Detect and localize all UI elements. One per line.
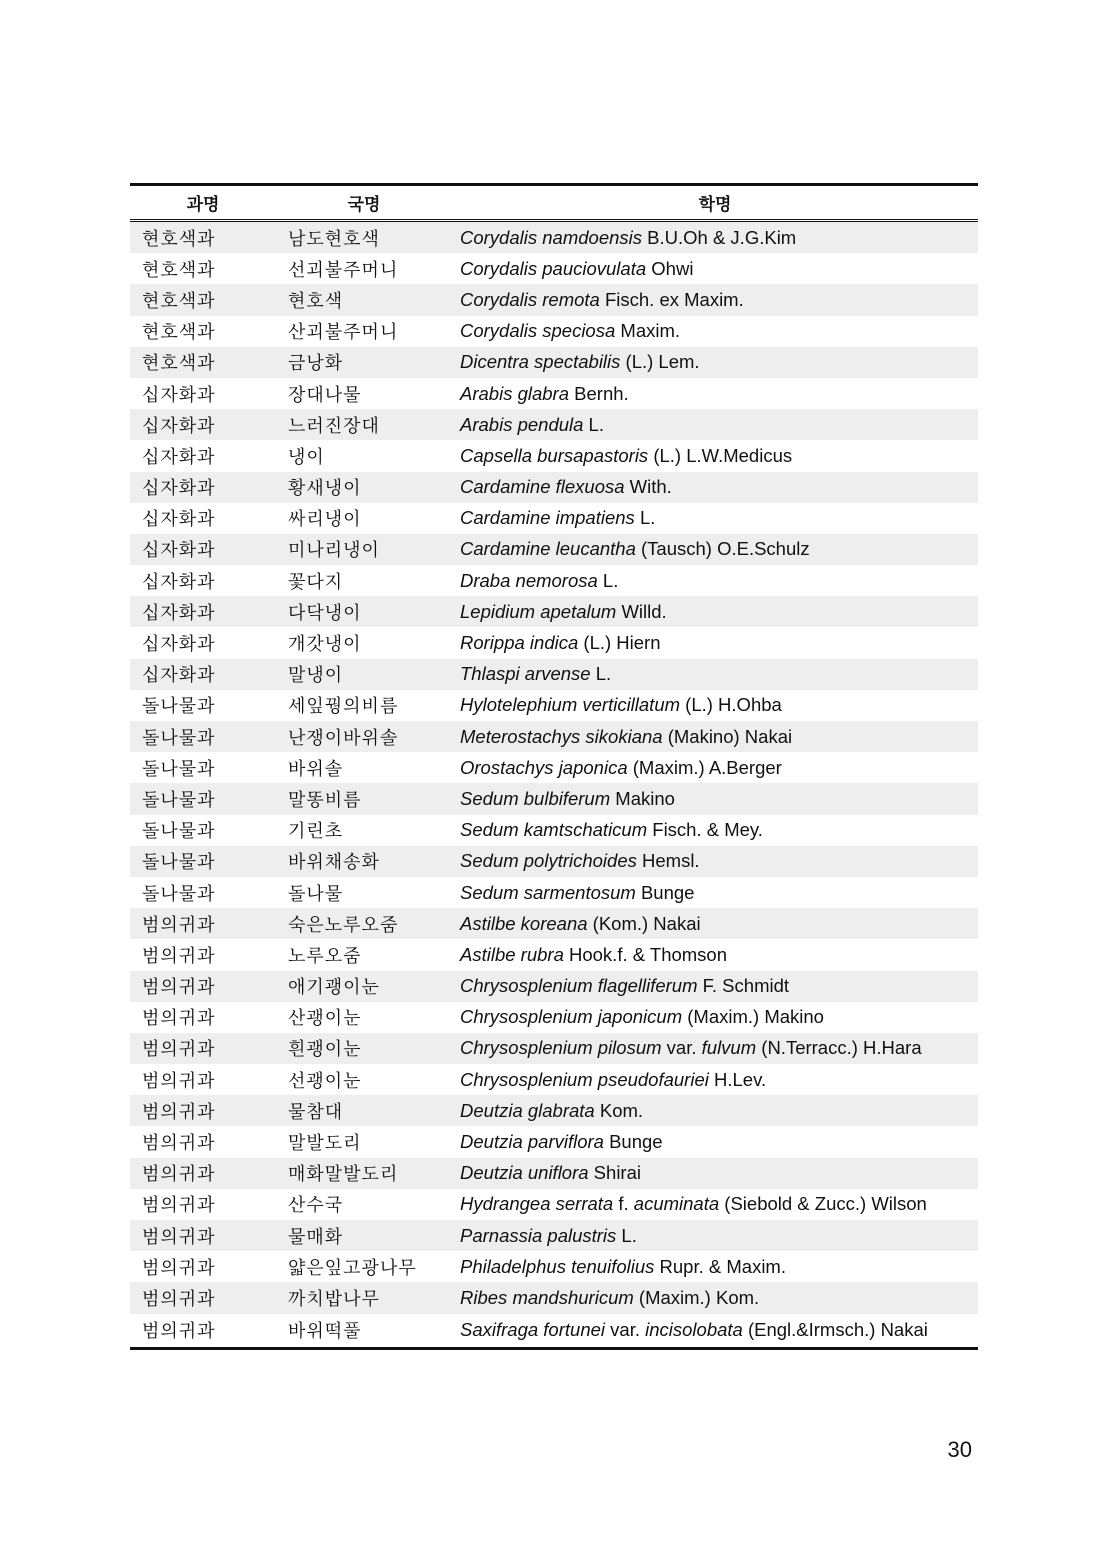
scientific-name-cell: [452, 284, 978, 315]
table-row: [130, 815, 978, 846]
scientific-name-italic: Astilbe rubra: [460, 943, 564, 965]
korean-name-cell: 느러진장대: [276, 409, 452, 440]
korean-name-cell: 난쟁이바위솔: [276, 721, 452, 752]
scientific-name-author: Hook.f. & Thomson: [563, 943, 728, 965]
korean-name-cell: 바위떡풀: [276, 1314, 452, 1349]
korean-name-cell: 선괴불주머니: [288, 259, 399, 281]
scientific-name-italic: Chrysosplenium japonicum: [460, 1006, 683, 1028]
family-cell: 돌나물과: [142, 821, 216, 843]
korean-name-cell: 냉이: [288, 446, 325, 468]
scientific-name-italic: Orostachys japonica: [460, 756, 628, 778]
scientific-name-cell: [452, 440, 978, 471]
scientific-name-cell: [452, 596, 978, 627]
scientific-name-cell: [452, 939, 978, 970]
scientific-name-italic: Deutzia glabrata: [460, 1099, 595, 1121]
korean-name-cell: 개갓냉이: [288, 634, 362, 656]
scientific-name-cell: [452, 378, 978, 409]
korean-name-cell: 미나리냉이: [276, 534, 452, 565]
scientific-name-italic: Corydalis pauciovulata: [460, 257, 647, 279]
scientific-name-cell: [452, 908, 978, 939]
korean-name-cell: 물참대: [276, 1095, 452, 1126]
table-row: [130, 253, 978, 284]
table-row: [130, 1251, 978, 1282]
scientific-name-author: (Makino) Nakai: [662, 725, 793, 747]
family-cell: 현호색과: [142, 322, 216, 344]
family-cell: 십자화과: [142, 509, 216, 531]
korean-name-cell: 돌나물: [288, 883, 344, 905]
table-row: [130, 752, 978, 783]
family-cell: 십자화과: [130, 596, 276, 627]
table-row: [130, 1033, 978, 1064]
korean-name-cell: 얇은잎고광나무: [288, 1257, 417, 1279]
scientific-name-cell: [452, 1220, 978, 1251]
korean-name-cell: 애기괭이눈: [276, 971, 452, 1002]
table-row: [130, 1158, 978, 1189]
scientific-name-italic: Sedum polytrichoides: [460, 850, 637, 872]
korean-name-cell: 산수국: [288, 1195, 344, 1217]
scientific-name-italic: Corydalis namdoensis: [460, 226, 643, 248]
table-row: [130, 939, 978, 970]
scientific-name-cell: [452, 877, 978, 908]
scientific-name-italic: Lepidium apetalum: [460, 600, 617, 622]
family-cell: 현호색과: [130, 221, 276, 254]
scientific-name-cell: [452, 503, 978, 534]
table-row: [130, 627, 978, 658]
table-row: [130, 534, 978, 565]
scientific-name-author: Shirai: [588, 1162, 641, 1184]
scientific-name-cell: [452, 565, 978, 596]
table-row: [130, 409, 978, 440]
scientific-name-author: (Maxim.) Makino: [682, 1006, 824, 1028]
scientific-name-cell: [452, 1158, 978, 1189]
scientific-name-cell: [452, 846, 978, 877]
korean-name-cell: 바위솔: [288, 758, 344, 780]
scientific-name-italic: Draba nemorosa: [460, 569, 598, 591]
scientific-name-cell: [452, 253, 978, 284]
korean-name-cell: 말냉이: [276, 659, 452, 690]
scientific-name-author: Makino: [610, 787, 675, 809]
family-cell: 범의귀과: [130, 1158, 276, 1189]
korean-name-cell: 숙은노루오줌: [276, 908, 452, 939]
scientific-name-author: Bunge: [635, 881, 695, 903]
scientific-name-author: L.: [597, 569, 619, 591]
scientific-name-cell: [452, 659, 978, 690]
species-table: [130, 183, 978, 1350]
scientific-name-italic: Arabis glabra: [460, 382, 570, 404]
family-cell: 범의귀과: [130, 1033, 276, 1064]
table-body: [130, 221, 978, 1349]
korean-name-cell: 물매화: [276, 1220, 452, 1251]
scientific-name-cell: [452, 409, 978, 440]
table-row: [130, 783, 978, 814]
scientific-name-author: (L.) Lem.: [620, 351, 700, 373]
family-cell: 범의귀과: [130, 1314, 276, 1349]
scientific-name-italic: Capsella bursapastoris: [460, 444, 649, 466]
family-cell: 범의귀과: [130, 971, 276, 1002]
family-cell: 십자화과: [142, 446, 216, 468]
korean-name-cell: 산괴불주머니: [288, 322, 399, 344]
scientific-name-cell: [452, 534, 978, 565]
table-row: [130, 378, 978, 409]
scientific-name-author: B.U.Oh & J.G.Kim: [642, 226, 797, 248]
scientific-name-italic: Sedum kamtschaticum: [460, 819, 648, 841]
korean-name-cell: 다닥냉이: [276, 596, 452, 627]
scientific-name-author: var.: [661, 1037, 702, 1059]
family-cell: 범의귀과: [142, 1257, 216, 1279]
page-number: 30: [947, 1437, 972, 1462]
family-cell: 범의귀과: [130, 1220, 276, 1251]
scientific-name-italic: Cardamine impatiens: [460, 507, 635, 529]
scientific-name-author: var.: [605, 1319, 646, 1341]
table-row: [130, 503, 978, 534]
scientific-name-cell: [452, 783, 978, 814]
scientific-name-cell: [452, 1189, 978, 1220]
scientific-name-author: f.: [613, 1193, 634, 1215]
scientific-name-author: L.: [590, 663, 612, 685]
scientific-name-author: F. Schmidt: [697, 975, 790, 997]
scientific-name-cell: [452, 1282, 978, 1313]
family-cell: 범의귀과: [130, 908, 276, 939]
table-row: [130, 221, 978, 254]
scientific-name-author: (Kom.) Nakai: [587, 912, 701, 934]
korean-name-cell: 장대나물: [288, 384, 362, 406]
table-row: [130, 1282, 978, 1313]
scientific-name-italic: Meterostachys sikokiana: [460, 725, 663, 747]
scientific-name-author: (Siebold & Zucc.) Wilson: [719, 1193, 927, 1215]
scientific-name-italic: Thlaspi arvense: [460, 663, 591, 685]
scientific-name-author: Ohwi: [646, 257, 694, 279]
table-row: [130, 1314, 978, 1349]
scientific-name-author: (N.Terracc.) H.Hara: [756, 1037, 922, 1059]
table-row: [130, 1126, 978, 1157]
table-row: [130, 690, 978, 721]
table-row: [130, 1095, 978, 1126]
family-cell: 십자화과: [130, 472, 276, 503]
scientific-name-italic: Dicentra spectabilis: [460, 351, 621, 373]
table-row: [130, 284, 978, 315]
table-row: [130, 347, 978, 378]
scientific-name-italic: Saxifraga fortunei: [460, 1319, 606, 1341]
scientific-name-italic: Sedum bulbiferum: [460, 787, 611, 809]
scientific-name-cell: [452, 690, 978, 721]
scientific-name-italic: Deutzia parviflora: [460, 1131, 604, 1153]
scientific-name-author: Rupr. & Maxim.: [654, 1255, 786, 1277]
family-cell: 돌나물과: [142, 883, 216, 905]
korean-name-cell: 꽃다지: [288, 571, 344, 593]
scientific-name-author: Hemsl.: [636, 850, 700, 872]
table-row: [130, 908, 978, 939]
scientific-name-author: Maxim.: [615, 320, 681, 342]
table-row: [130, 1189, 978, 1220]
scientific-name-cell: [452, 1033, 978, 1064]
scientific-name-cell: [452, 971, 978, 1002]
table-row: [130, 565, 978, 596]
family-cell: 범의귀과: [142, 945, 216, 967]
scientific-name-italic: Sedum sarmentosum: [460, 881, 636, 903]
scientific-name-author: (Engl.&Irmsch.) Nakai: [742, 1319, 928, 1341]
table-row: [130, 596, 978, 627]
scientific-name-author: Fisch. & Mey.: [647, 819, 763, 841]
family-cell: 현호색과: [130, 347, 276, 378]
scientific-name-cell: [452, 221, 978, 254]
scientific-name-author: H.Lev.: [708, 1068, 767, 1090]
korean-name-cell: 까치밥나무: [276, 1282, 452, 1313]
family-cell: 돌나물과: [130, 783, 276, 814]
scientific-name-author: (Tausch) O.E.Schulz: [635, 538, 810, 560]
family-cell: 범의귀과: [130, 1095, 276, 1126]
scientific-name-author: L.: [583, 413, 604, 435]
header-korean-name: 국명: [276, 185, 452, 221]
table-row: [130, 846, 978, 877]
scientific-name-italic: acuminata: [633, 1193, 720, 1215]
scientific-name-italic: Astilbe koreana: [460, 912, 588, 934]
family-cell: 범의귀과: [130, 1282, 276, 1313]
scientific-name-author: (Maxim.) A.Berger: [627, 756, 782, 778]
table-row: [130, 1220, 978, 1251]
scientific-name-author: Bunge: [603, 1131, 663, 1153]
scientific-name-author: Fisch. ex Maxim.: [599, 288, 744, 310]
scientific-name-cell: [452, 347, 978, 378]
table-row: [130, 1002, 978, 1033]
korean-name-cell: 현호색: [276, 284, 452, 315]
scientific-name-cell: [452, 1064, 978, 1095]
scientific-name-italic: Corydalis remota: [460, 288, 600, 310]
scientific-name-italic: Chrysosplenium pseudofauriei: [460, 1068, 709, 1090]
scientific-name-italic: Corydalis speciosa: [460, 320, 616, 342]
family-cell: 범의귀과: [142, 1195, 216, 1217]
korean-name-cell: 황새냉이: [276, 472, 452, 503]
header-family: 과명: [130, 185, 276, 221]
korean-name-cell: 선괭이눈: [288, 1070, 362, 1092]
korean-name-cell: 싸리냉이: [288, 509, 362, 531]
family-cell: 돌나물과: [130, 846, 276, 877]
scientific-name-italic: incisolobata: [645, 1319, 743, 1341]
family-cell: 십자화과: [142, 634, 216, 656]
scientific-name-italic: Cardamine leucantha: [460, 538, 636, 560]
scientific-name-author: Bernh.: [569, 382, 629, 404]
family-cell: 현호색과: [130, 284, 276, 315]
family-cell: 현호색과: [142, 259, 216, 281]
table-row: [130, 721, 978, 752]
scientific-name-cell: [452, 1126, 978, 1157]
table-row: [130, 316, 978, 347]
family-cell: 돌나물과: [130, 721, 276, 752]
scientific-name-italic: Deutzia uniflora: [460, 1162, 589, 1184]
family-cell: 범의귀과: [142, 1008, 216, 1030]
scientific-name-author: L.: [616, 1224, 637, 1246]
scientific-name-author: Kom.: [594, 1099, 644, 1121]
scientific-name-cell: [452, 1002, 978, 1033]
korean-name-cell: 세잎꿩의비름: [288, 696, 399, 718]
korean-name-cell: 바위채송화: [276, 846, 452, 877]
family-cell: 십자화과: [130, 409, 276, 440]
scientific-name-cell: [452, 627, 978, 658]
header-scientific-name: 학명: [452, 185, 978, 221]
scientific-name-italic: Ribes mandshuricum: [460, 1286, 634, 1308]
korean-name-cell: 산괭이눈: [288, 1008, 362, 1030]
scientific-name-italic: Rorippa indica: [460, 632, 579, 654]
korean-name-cell: 노루오줌: [288, 945, 362, 967]
family-cell: 범의귀과: [142, 1070, 216, 1092]
scientific-name-italic: Hydrangea serrata: [460, 1193, 614, 1215]
scientific-name-italic: Hylotelephium verticillatum: [460, 694, 681, 716]
table-header: [130, 185, 978, 221]
scientific-name-cell: [452, 472, 978, 503]
scientific-name-italic: fulvum: [701, 1037, 757, 1059]
scientific-name-author: (L.) Hiern: [578, 632, 661, 654]
korean-name-cell: 기린초: [288, 821, 344, 843]
korean-name-cell: 금낭화: [276, 347, 452, 378]
table-row: [130, 472, 978, 503]
scientific-name-cell: [452, 721, 978, 752]
table-row: [130, 877, 978, 908]
scientific-name-cell: [452, 815, 978, 846]
scientific-name-author: (L.) H.Ohba: [680, 694, 782, 716]
scientific-name-italic: Arabis pendula: [460, 413, 584, 435]
scientific-name-cell: [452, 752, 978, 783]
scientific-name-italic: Philadelphus tenuifolius: [460, 1255, 655, 1277]
family-cell: 돌나물과: [142, 758, 216, 780]
family-cell: 돌나물과: [142, 696, 216, 718]
scientific-name-cell: [452, 1251, 978, 1282]
scientific-name-cell: [452, 316, 978, 347]
family-cell: 십자화과: [130, 659, 276, 690]
family-cell: 십자화과: [142, 571, 216, 593]
table-row: [130, 971, 978, 1002]
korean-name-cell: 말똥비름: [276, 783, 452, 814]
family-cell: 십자화과: [142, 384, 216, 406]
korean-name-cell: 매화말발도리: [276, 1158, 452, 1189]
header-row: [130, 185, 978, 221]
korean-name-cell: 흰괭이눈: [276, 1033, 452, 1064]
korean-name-cell: 남도현호색: [276, 221, 452, 254]
scientific-name-author: Willd.: [616, 600, 667, 622]
scientific-name-author: L.: [634, 507, 656, 529]
scientific-name-author: With.: [624, 476, 672, 498]
table-row: [130, 659, 978, 690]
species-table-container: [130, 183, 978, 1350]
table-row: [130, 440, 978, 471]
scientific-name-italic: Chrysosplenium flagelliferum: [460, 975, 698, 997]
scientific-name-author: (Maxim.) Kom.: [633, 1286, 760, 1308]
scientific-name-italic: Chrysosplenium pilosum: [460, 1037, 662, 1059]
korean-name-cell: 말발도리: [288, 1133, 362, 1155]
family-cell: 범의귀과: [142, 1133, 216, 1155]
scientific-name-cell: [452, 1095, 978, 1126]
scientific-name-cell: [452, 1314, 978, 1349]
scientific-name-italic: Parnassia palustris: [460, 1224, 617, 1246]
scientific-name-italic: Cardamine flexuosa: [460, 476, 625, 498]
scientific-name-author: (L.) L.W.Medicus: [648, 444, 793, 466]
family-cell: 십자화과: [130, 534, 276, 565]
table-row: [130, 1064, 978, 1095]
